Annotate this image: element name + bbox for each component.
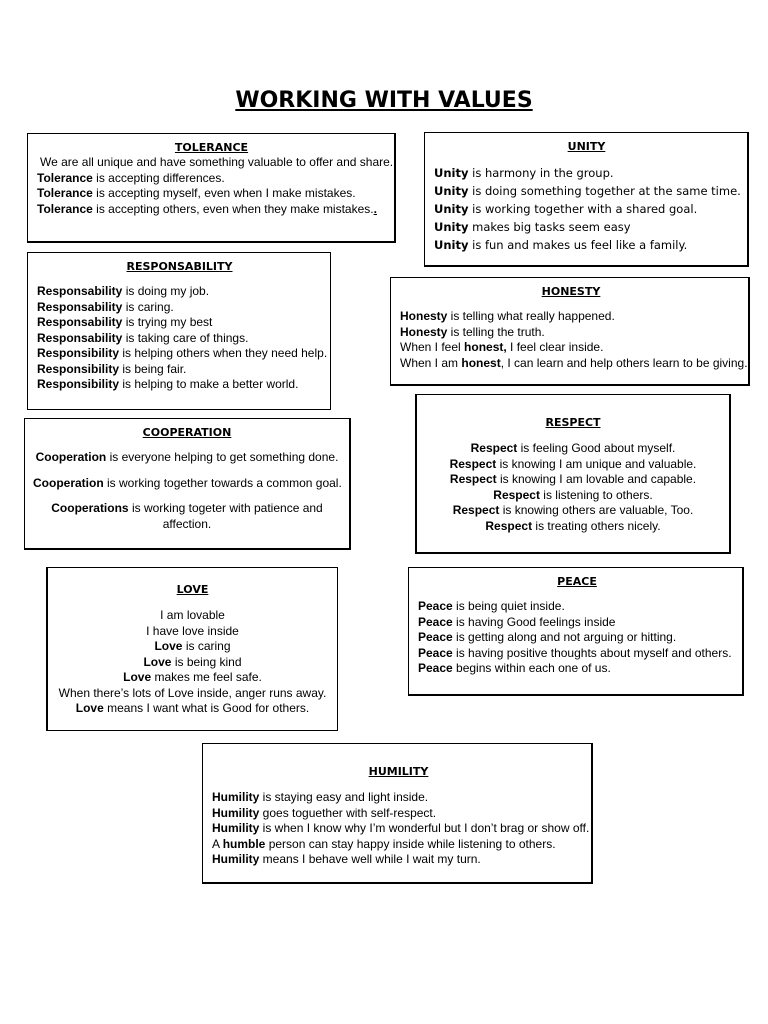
value-line xyxy=(212,852,585,868)
line-text: is being quiet inside. xyxy=(452,599,565,613)
value-line xyxy=(37,300,322,316)
value-line xyxy=(212,806,585,822)
value-line xyxy=(37,377,322,393)
line-text: is taking care of things. xyxy=(122,330,249,345)
page-title: WORKING WITH VALUES xyxy=(235,88,533,113)
line-prefix: When I am xyxy=(400,355,462,370)
trailing-dot: . xyxy=(373,201,377,216)
line-text: person can stay happy inside while listening to others. xyxy=(265,836,556,851)
peace-lines xyxy=(418,599,736,677)
value-keyword: Tolerance xyxy=(37,186,93,200)
value-line xyxy=(418,630,736,646)
value-keyword: Cooperation xyxy=(35,450,107,464)
line-text: is harmony in the group. xyxy=(468,166,614,180)
value-keyword: Unity xyxy=(434,238,469,252)
value-keyword: Responsability xyxy=(37,299,123,314)
value-line xyxy=(212,821,590,837)
value-line xyxy=(418,646,736,662)
value-keyword: Love xyxy=(143,654,172,669)
cooperation-lines xyxy=(33,450,341,517)
value-keyword: Tolerance xyxy=(37,201,93,216)
line-text: is knowing others are valuable, Too. xyxy=(499,503,694,517)
value-line xyxy=(37,284,322,300)
value-keyword: Unity xyxy=(434,166,469,180)
line-text: is doing my job. xyxy=(122,284,210,298)
value-line xyxy=(434,218,739,236)
respect-box xyxy=(415,394,731,554)
value-line xyxy=(434,182,739,200)
humility-heading: HUMILITY xyxy=(368,765,429,778)
value-keyword: Respect xyxy=(470,441,518,455)
tolerance-box xyxy=(27,133,396,243)
value-line xyxy=(425,503,721,519)
value-keyword: honest, xyxy=(464,340,507,354)
line-text: I have love inside xyxy=(146,623,239,638)
value-line xyxy=(54,686,331,702)
value-line xyxy=(212,790,585,806)
love-lines xyxy=(54,608,331,717)
value-keyword: Respect xyxy=(449,456,497,471)
value-line xyxy=(37,346,328,362)
value-keyword: Peace xyxy=(418,599,453,613)
line-text: , I can learn and help others learn to be giving. xyxy=(500,355,748,370)
value-line xyxy=(425,441,721,457)
value-line xyxy=(425,457,721,473)
tolerance-heading: TOLERANCE xyxy=(174,141,249,154)
value-line xyxy=(400,355,748,372)
line-text: is getting along and not arguing or hitting. xyxy=(452,630,677,644)
value-keyword: honest xyxy=(461,355,501,370)
value-line xyxy=(425,472,721,488)
tolerance-lines xyxy=(37,171,386,218)
honesty-box xyxy=(390,277,750,386)
peace-box xyxy=(408,567,744,696)
line-text: means I behave well while I wait my turn. xyxy=(259,852,481,866)
value-keyword: Cooperation xyxy=(33,475,104,490)
value-line xyxy=(37,331,322,347)
value-keyword: Responsibility xyxy=(37,361,120,376)
line-text: is when I know why I’m wonderful but I don’t brag or show off. xyxy=(259,821,590,835)
value-keyword: Love xyxy=(154,639,183,653)
line-text: is helping others when they need help. xyxy=(119,346,328,360)
value-line xyxy=(425,488,721,504)
value-line xyxy=(33,450,341,466)
line-text: is telling the truth. xyxy=(447,324,545,339)
value-keyword: Responsability xyxy=(37,315,123,329)
value-line xyxy=(37,362,322,378)
value-line xyxy=(418,661,736,677)
line-text: is caring. xyxy=(122,299,174,314)
value-keyword: Peace xyxy=(418,645,453,660)
responsability-lines xyxy=(37,284,328,393)
value-line xyxy=(54,608,331,624)
line-text: I feel clear inside. xyxy=(506,340,604,354)
value-keyword: Love xyxy=(75,701,104,715)
tolerance-intro: We are all unique and have something valuable to offer and share. xyxy=(40,155,394,169)
line-text: means I want what is Good for others. xyxy=(103,701,310,715)
honesty-lines xyxy=(400,309,748,371)
value-line xyxy=(37,171,386,187)
value-keyword: Cooperations xyxy=(51,501,129,515)
value-line xyxy=(418,615,736,631)
humility-box xyxy=(202,743,593,884)
value-keyword: Responsibility xyxy=(37,346,120,360)
value-keyword: Respect xyxy=(485,518,533,533)
line-text: is working together with a shared goal. xyxy=(468,202,698,216)
value-keyword: Respect xyxy=(452,503,500,517)
love-box xyxy=(46,567,338,731)
value-keyword: Humility xyxy=(212,821,260,835)
line-text: I am lovable xyxy=(160,608,225,622)
value-line xyxy=(212,837,585,853)
value-line xyxy=(37,186,386,202)
line-text: is knowing I am unique and valuable. xyxy=(496,456,697,471)
value-keyword: Responsability xyxy=(37,284,123,298)
cooperation-box xyxy=(24,418,351,550)
respect-heading: RESPECT xyxy=(545,416,601,429)
line-text: is having Good feelings inside xyxy=(452,614,616,629)
line-text: is accepting differences. xyxy=(92,170,225,185)
value-keyword: Honesty xyxy=(400,324,448,339)
value-line xyxy=(418,599,736,615)
value-line xyxy=(54,701,331,717)
line-text: is telling what really happened. xyxy=(447,309,615,323)
line-text: is staying easy and light inside. xyxy=(259,790,429,804)
value-line xyxy=(54,655,331,671)
line-text: is listening to others. xyxy=(539,487,653,502)
value-keyword: Love xyxy=(123,670,152,684)
value-keyword: Unity xyxy=(434,184,469,198)
responsability-box xyxy=(27,252,331,410)
line-text: makes me feel safe. xyxy=(151,670,262,684)
respect-lines xyxy=(425,441,721,534)
line-prefix: A xyxy=(212,836,223,851)
line-text: is doing something together at the same time. xyxy=(468,184,741,198)
line-text: makes big tasks seem easy xyxy=(468,220,631,234)
line-text: is having positive thoughts about myself and others. xyxy=(452,645,732,660)
value-keyword: Respect xyxy=(493,487,540,502)
responsability-heading: RESPONSABILITY xyxy=(126,260,233,273)
peace-heading: PEACE xyxy=(557,575,597,588)
humility-lines xyxy=(212,790,590,868)
value-line xyxy=(33,476,341,492)
line-text: is knowing I am lovable and capable. xyxy=(496,472,697,486)
value-keyword: Humility xyxy=(212,805,260,820)
value-line xyxy=(37,315,322,331)
line-text: is being kind xyxy=(171,654,242,669)
cooperation-heading: COOPERATION xyxy=(142,426,232,439)
value-line xyxy=(400,309,742,325)
line-text: is working together towards a common goal. xyxy=(103,475,342,490)
unity-heading: UNITY xyxy=(567,140,606,153)
value-line xyxy=(400,325,742,341)
line-text: is everyone helping to get something done. xyxy=(106,450,339,464)
value-keyword: Tolerance xyxy=(37,170,93,185)
value-keyword: Respect xyxy=(449,472,497,486)
value-line xyxy=(425,519,721,535)
honesty-heading: HONESTY xyxy=(541,285,601,298)
unity-box xyxy=(424,132,749,267)
line-text: is helping to make a better world. xyxy=(119,377,299,391)
line-text: is accepting myself, even when I make mistakes. xyxy=(92,186,356,200)
cooperation-last-line: affection. xyxy=(162,516,212,531)
value-keyword: Responsibility xyxy=(37,377,120,391)
unity-lines xyxy=(434,164,739,254)
value-line xyxy=(37,202,386,218)
line-text: is treating others nicely. xyxy=(532,518,661,533)
line-text: is trying my best xyxy=(122,315,213,329)
value-line xyxy=(54,624,331,640)
line-text: is accepting others, even when they make mistakes. xyxy=(92,201,374,216)
line-text: is caring xyxy=(182,639,231,653)
value-keyword: Peace xyxy=(418,630,453,644)
line-text: goes toguether with self-respect. xyxy=(259,805,437,820)
value-line xyxy=(434,200,739,218)
value-keyword: Humility xyxy=(212,790,260,804)
value-keyword: Peace xyxy=(418,614,453,629)
line-prefix: When I feel xyxy=(400,340,465,354)
value-line xyxy=(54,639,331,655)
line-text: begins within each one of us. xyxy=(452,661,611,675)
love-heading: LOVE xyxy=(176,583,209,596)
value-line xyxy=(400,340,742,356)
value-line xyxy=(434,236,739,254)
value-keyword: Unity xyxy=(434,220,469,234)
line-text: is feeling Good about myself. xyxy=(517,441,676,455)
line-text: is working togeter with patience and xyxy=(128,501,323,515)
value-keyword: Honesty xyxy=(400,309,448,323)
value-line xyxy=(434,164,739,182)
value-keyword: humble xyxy=(222,836,266,851)
line-text: When there’s lots of Love inside, anger runs away. xyxy=(58,685,327,700)
value-keyword: Responsability xyxy=(37,330,123,345)
line-text: is being fair. xyxy=(119,361,187,376)
value-line xyxy=(33,501,341,517)
value-line xyxy=(54,670,331,686)
value-keyword: Unity xyxy=(434,202,469,216)
value-keyword: Peace xyxy=(418,661,453,675)
value-keyword: Humility xyxy=(212,852,260,866)
line-text: is fun and makes us feel like a family. xyxy=(468,238,688,252)
